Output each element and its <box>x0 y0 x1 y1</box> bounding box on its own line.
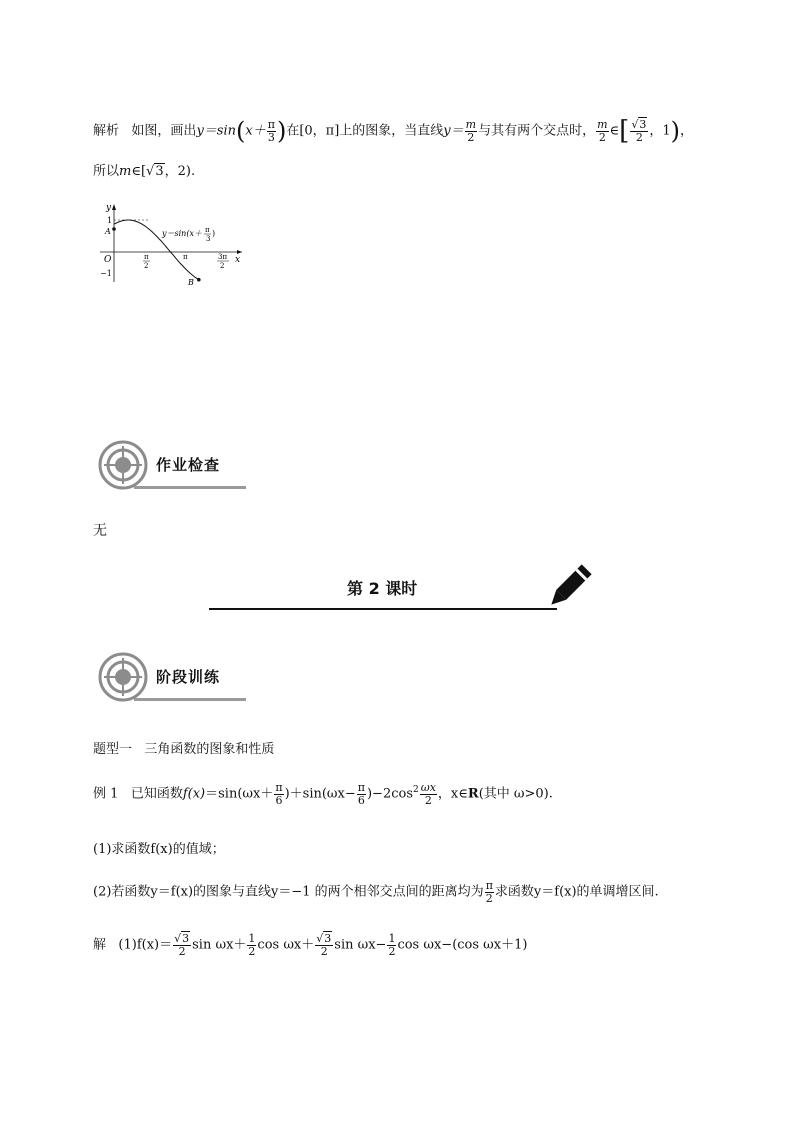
sine-graph-figure <box>96 196 246 286</box>
paren-close: ) <box>276 117 287 145</box>
question-2 <box>93 880 659 904</box>
fraction-m-2-b: $\frac{m}{2}$ <box>597 117 608 144</box>
fraction-pi-3: $\frac{\pi}{3}$ <box>267 117 275 144</box>
x-tick-3pi-2: 3π <box>218 253 228 261</box>
fraction-pi-6-b: $\frac{\pi}{6}$ <box>357 781 365 807</box>
origin-label: O <box>104 255 112 265</box>
x-axis-label: x <box>235 255 241 265</box>
func-inner: x＋ <box>245 123 266 139</box>
func-y: y＝sin <box>196 123 236 139</box>
example-text-c: )＋sin(ωx− <box>284 786 356 802</box>
example-fx: f(x) <box>182 786 206 802</box>
curve-label-3: 3 <box>206 235 211 243</box>
section-title-training: 阶段训练 <box>156 668 221 686</box>
solution-d: sin ωx− <box>334 937 387 953</box>
analysis-label: 解析 <box>93 123 120 139</box>
target-icon <box>98 440 148 490</box>
section-header-homework <box>98 440 248 490</box>
question-1: (1)求函数f(x)的值域； <box>93 842 225 857</box>
y-axis-label: y <box>106 203 112 213</box>
lesson-title: 第 2 课时 <box>347 579 418 598</box>
in-symbol: ∈ <box>609 123 620 139</box>
fraction-pi-6: $\frac{\pi}{6}$ <box>275 781 283 807</box>
example-text-f: (其中 ω>0). <box>478 786 553 802</box>
example-text-b: ＝sin(ωx＋ <box>205 786 274 802</box>
section-title-homework: 作业检查 <box>156 456 221 474</box>
question-2-b: 求函数y＝f(x)的单调增区间. <box>494 884 659 900</box>
question-2-a: (2)若函数y＝f(x)的图象与直线y＝−1 的两个相邻交点间的距离均为 <box>93 884 484 900</box>
homework-content: 无 <box>93 523 107 539</box>
bracket-open: [ <box>619 116 630 146</box>
fraction-1-2-a: $\frac{1}{2}$ <box>248 932 256 958</box>
example-1 <box>93 782 553 806</box>
topic-text: 三角函数的图象和性质 <box>144 742 275 757</box>
example-text-a: 已知函数 <box>130 786 183 802</box>
lesson-rule <box>209 608 557 610</box>
solution-e: cos ωx−(cos ωx＋1) <box>397 937 528 953</box>
x-tick-pi: π <box>183 253 188 261</box>
x-axis-arrow <box>237 250 242 254</box>
analysis-m: m <box>119 164 132 179</box>
analysis-sqrt3: 3 <box>155 164 164 179</box>
example-R: R <box>467 786 479 802</box>
label-b: B <box>188 278 194 286</box>
tick-1: 1 <box>107 216 113 225</box>
analysis-line2-a: 所以 <box>93 164 120 179</box>
fraction-omegax-2: $\frac{\omega x}{2}$ <box>420 781 436 807</box>
solution-label: 解 <box>93 937 107 953</box>
analysis-text-c: 与其有两个交点时， <box>478 123 596 139</box>
paren-open: ( <box>235 117 246 145</box>
analysis-line-2: 所以m∈[√3，2). <box>93 164 196 179</box>
fraction-sqrt3-2: $\frac{√3}{2}$ <box>631 117 647 144</box>
solution-b: sin ωx＋ <box>192 937 247 953</box>
pencil-icon <box>544 560 594 614</box>
solution-a: (1)f(x)＝ <box>118 937 173 953</box>
analysis-line-1: 解析 如图，画出y＝sin(x＋ $\frac{\pi}{3}$ )在[0，π]上的图象，当直线y＝ $\frac{m}{2}$ 与其有两个交点时， $\frac{m}{2}$ ∈[ $\frac{√3}{2}$ ，1)， <box>93 116 693 146</box>
topic-line <box>93 738 274 757</box>
analysis-line2-c: ，2). <box>164 164 196 179</box>
analysis-text-b: 在[0，π]上的图象，当直线 <box>286 123 444 139</box>
paren-close-2: ) <box>670 117 680 145</box>
y-axis-arrow <box>112 204 116 210</box>
example-sup: 2 <box>413 785 419 796</box>
section-header-training <box>98 652 248 702</box>
fraction-1-2-b: $\frac{1}{2}$ <box>388 932 396 958</box>
fraction-sqrt3-2-b: $\frac{√3}{2}$ <box>316 932 332 958</box>
interval-end: ，1 <box>649 123 671 139</box>
fraction-sqrt3-2-a: $\frac{√3}{2}$ <box>174 932 190 958</box>
x-tick-2b: 2 <box>220 262 225 270</box>
x-tick-pi-2: π <box>144 253 149 261</box>
fraction-m-2: $\frac{m}{2}$ <box>465 117 477 144</box>
curve-label: y＝sin(x＋ <box>162 229 202 238</box>
topic-label: 题型一 <box>93 742 133 757</box>
line-y: y＝ <box>443 123 464 139</box>
solution-c: cos ωx＋ <box>257 937 315 953</box>
tick-neg1: −1 <box>100 269 112 278</box>
example-text-d: )−2cos <box>366 786 413 802</box>
point-a <box>112 227 116 231</box>
example-label: 例 1 <box>93 786 119 802</box>
point-b <box>197 278 201 282</box>
solution-line <box>93 933 527 957</box>
fraction-pi-2: $\frac{\pi}{2}$ <box>485 879 493 905</box>
analysis-line2-b: ∈[ <box>131 164 147 179</box>
analysis-text-a: 如图，画出 <box>131 123 197 139</box>
curve-label-end: ) <box>212 229 216 238</box>
x-tick-2: 2 <box>144 262 149 270</box>
target-icon <box>98 652 148 702</box>
label-a: A <box>105 227 111 236</box>
curve-label-pi: π <box>205 226 210 234</box>
example-text-e: ，x∈ <box>437 786 468 802</box>
